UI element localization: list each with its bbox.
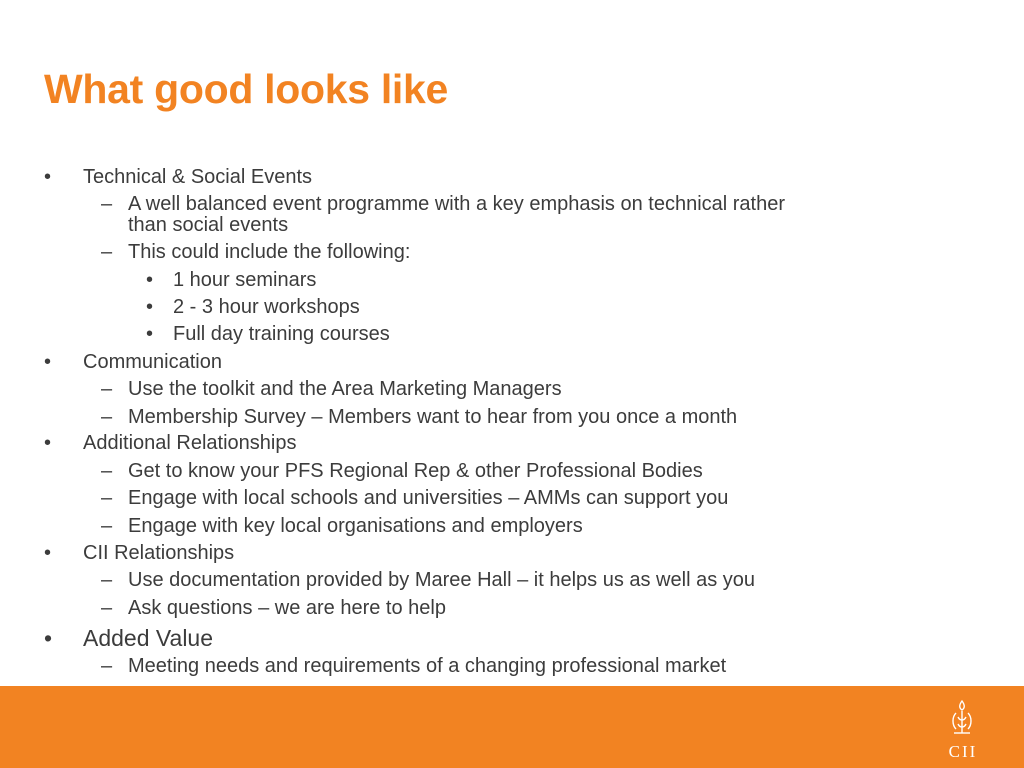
sub-list-item: 2 - 3 hour workshops: [173, 296, 360, 318]
bullet-icon: •: [146, 269, 154, 291]
cii-logo-text: CII: [948, 742, 978, 761]
bullet-icon: •: [44, 542, 52, 564]
slide-title: What good looks like: [44, 66, 449, 112]
bullet-icon: •: [44, 351, 52, 373]
dash-icon: –: [101, 406, 113, 428]
dash-icon: –: [101, 193, 113, 215]
dash-icon: –: [101, 515, 113, 537]
dash-icon: –: [101, 569, 113, 591]
bullet-icon: •: [146, 296, 154, 318]
list-item: Use the toolkit and the Area Marketing Managers: [128, 378, 562, 400]
list-item-continuation: than social events: [128, 214, 289, 236]
section-heading-cii: CII Relationships: [83, 542, 235, 564]
dash-icon: –: [101, 655, 113, 677]
bullet-icon: •: [44, 166, 52, 188]
list-item: Engage with key local organisations and employers: [128, 515, 583, 537]
list-item: A well balanced event programme with a key emphasis on technical rather: [128, 193, 786, 215]
list-item: Use documentation provided by Maree Hall – it helps us as well as you: [128, 569, 755, 591]
list-item: Membership Survey – Members want to hear from you once a month: [128, 406, 738, 428]
section-heading-added-value: Added Value: [83, 625, 214, 651]
section-heading-additional: Additional Relationships: [83, 432, 297, 454]
bullet-icon: •: [44, 432, 52, 454]
section-heading-technical: Technical & Social Events: [83, 166, 313, 188]
dash-icon: –: [101, 597, 113, 619]
list-item: Ask questions – we are here to help: [128, 597, 446, 619]
sub-list-item: Full day training courses: [173, 323, 390, 345]
list-item: This could include the following:: [128, 241, 411, 263]
bullet-icon: •: [146, 323, 154, 345]
dash-icon: –: [101, 378, 113, 400]
bullet-icon: •: [44, 625, 53, 651]
section-heading-communication: Communication: [83, 351, 222, 373]
list-item: Get to know your PFS Regional Rep & other Professional Bodies: [128, 460, 703, 482]
footer-bar: [0, 686, 1024, 768]
dash-icon: –: [101, 487, 113, 509]
sub-list-item: 1 hour seminars: [173, 269, 317, 291]
list-item: Meeting needs and requirements of a changing professional market: [128, 655, 727, 677]
dash-icon: –: [101, 241, 113, 263]
dash-icon: –: [101, 460, 113, 482]
list-item: Engage with local schools and universities – AMMs can support you: [128, 487, 729, 509]
